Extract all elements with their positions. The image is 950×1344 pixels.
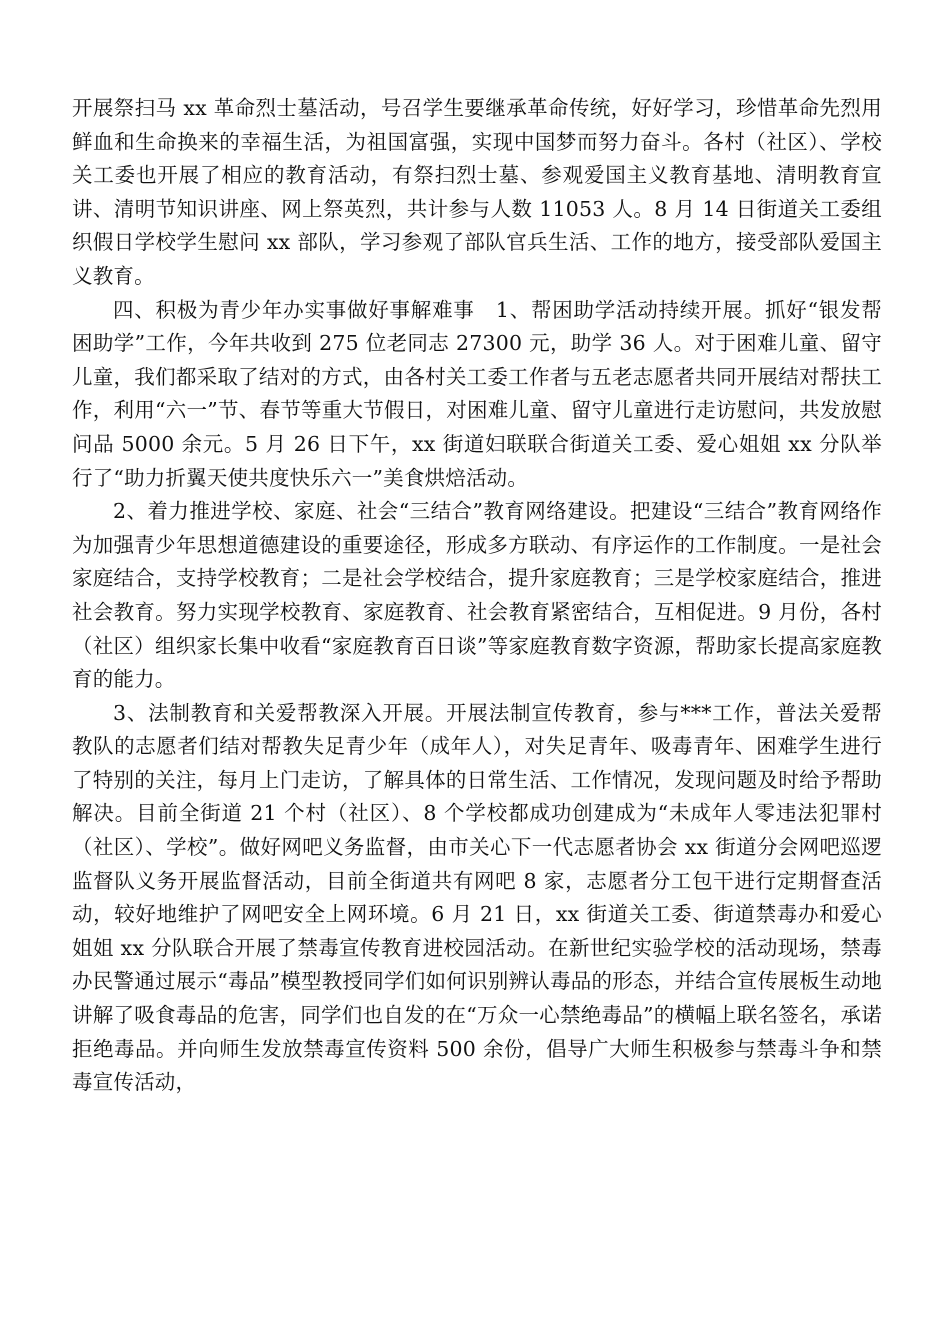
document-page (72, 92, 882, 1100)
paragraph-item-two: 2、着力推进学校、家庭、社会“三结合”教育网络建设。把建设“三结合”教育网络作为加强青少年思想道德建设的重要途径，形成多方联动、有序运作的工作制度。一是社会家庭结合，支持学校教育；二是社会学校结合，提升家庭教育；三是学校家庭结合，推进社会教育。努力实现学校教育、家庭教育、社会教育紧密结合，互相促进。9 月份，各村（社区）组织家长集中收看“家庭教育百日谈”等家庭教育数字资源，帮助家长提高家庭教育的能力。 (72, 499, 882, 692)
paragraph-item-three: 3、法制教育和关爱帮教深入开展。开展法制宣传教育，参与***工作，普法关爱帮教队的志愿者们结对帮教失足青少年（成年人），对失足青年、吸毒青年、困难学生进行了特别的关注，每月上门走访，了解具体的日常生活、工作情况，发现问题及时给予帮助解决。目前全街道 21 个村（社区）、8 个学校都成功创建成为“未成年人零违法犯罪村（社区）、学校”。做好网吧义务监督，由市关心下一代志愿者协会 xx 街道分会网吧巡逻监督队义务开展监督活动，目前全街道共有网吧 8 家，志愿者分工包干进行定期督查活动，较好地维护了网吧安全上网环境。6 月 21 日，xx 街道关工委、街道禁毒办和爱心姐姐 xx 分队联合开展了禁毒宣传教育进校园活动。在新世纪实验学校的活动现场，禁毒办民警通过展示“毒品”模型教授同学们如何识别辨认毒品的形态，并结合宣传展板生动地讲解了吸食毒品的危害，同学们也自发的在“万众一心禁绝毒品”的横幅上联名签名，承诺拒绝毒品。并向师生发放禁毒宣传资料 500 余份，倡导广大师生积极参与禁毒斗争和禁毒宣传活动， (72, 700, 882, 1095)
paragraph-continued: 开展祭扫马 xx 革命烈士墓活动，号召学生要继承革命传统，好好学习，珍惜革命先烈用鲜血和生命换来的幸福生活，为祖国富强，实现中国梦而努力奋斗。各村（社区）、学校关工委也开展了相应的教育活动，有祭扫烈士墓、参观爱国主义教育基地、清明教育宣讲、清明节知识讲座、网上祭英烈，共计参与人数 11053 人。8 月 14 日街道关工委组织假日学校学生慰问 xx 部队，学习参观了部队官兵生活、工作的地方，接受部队爱国主义教育。 (72, 96, 882, 288)
paragraph-section-four: 四、积极为青少年办实事做好事解难事 1、帮困助学活动持续开展。抓好“银发帮困助学”工作，今年共收到 275 位老同志 27300 元，助学 36 人。对于困难儿童、留守儿童，我们都采取了结对的方式，由各村关工委工作者与五老志愿者共同开展结对帮扶工作，利用“六一”节、春节等重大节假日，对困难儿童、留守儿童进行走访慰问，共发放慰问品 5000 余元。5 月 26 日下午，xx 街道妇联联合街道关工委、爱心姐姐 xx 分队举行了“助力折翼天使共度快乐六一”美食烘焙活动。 (72, 297, 882, 490)
